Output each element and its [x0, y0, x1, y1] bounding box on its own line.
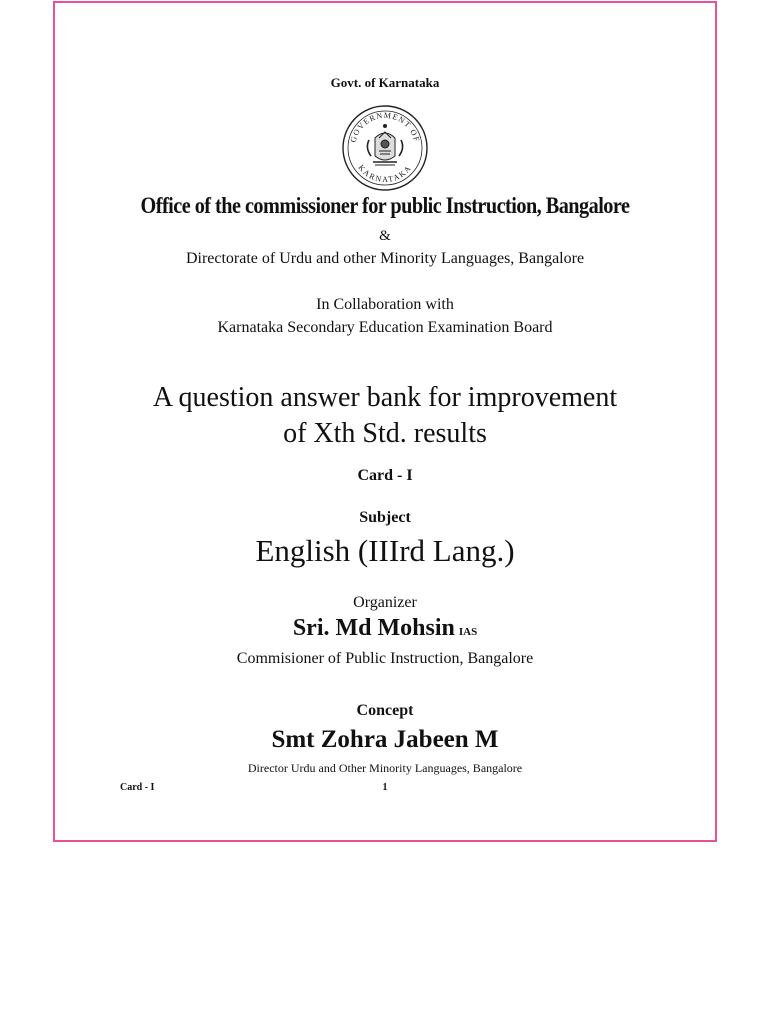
directorate-line: Directorate of Urdu and other Minority Languages, Bangalore: [185, 250, 585, 267]
main-title-line-1: A question answer bank for improvement: [152, 382, 618, 413]
card-label: Card - I: [357, 467, 413, 484]
organizer-label: Organizer: [353, 594, 417, 611]
organizer-name: Sri. Md Mohsin: [292, 615, 455, 641]
office-title: Office of the commissioner for public Instruction, Bangalore: [140, 193, 630, 218]
ampersand: &: [379, 228, 391, 244]
emblem-text-top: GOVERNMENT OF: [348, 110, 422, 144]
organizer-name-line: [0, 615, 770, 642]
collaboration-line-2: Karnataka Secondary Education Examination Board: [217, 319, 553, 336]
footer-card-label: Card - I: [120, 782, 155, 793]
subject-label: Subject: [359, 509, 411, 526]
karnataka-emblem-seal-icon: [341, 104, 429, 192]
footer-page-number: 1: [382, 782, 388, 793]
organizer-suffix: IAS: [458, 626, 478, 638]
emblem-text-bottom: KARNATAKA: [356, 163, 414, 185]
main-title-line-2: of Xth Std. results: [283, 418, 487, 449]
subject-name: English (IIIrd Lang.): [255, 533, 515, 568]
concept-label: Concept: [356, 702, 414, 719]
concept-role: Director Urdu and Other Minority Languages, Bangalore: [247, 761, 523, 775]
collaboration-line-1: In Collaboration with: [316, 296, 454, 313]
organizer-role: Commisioner of Public Instruction, Bangalore: [236, 650, 534, 667]
govt-heading: Govt. of Karnataka: [330, 75, 440, 90]
svg-text:KARNATAKA: [356, 163, 413, 184]
concept-name: Smt Zohra Jabeen M: [271, 726, 499, 753]
